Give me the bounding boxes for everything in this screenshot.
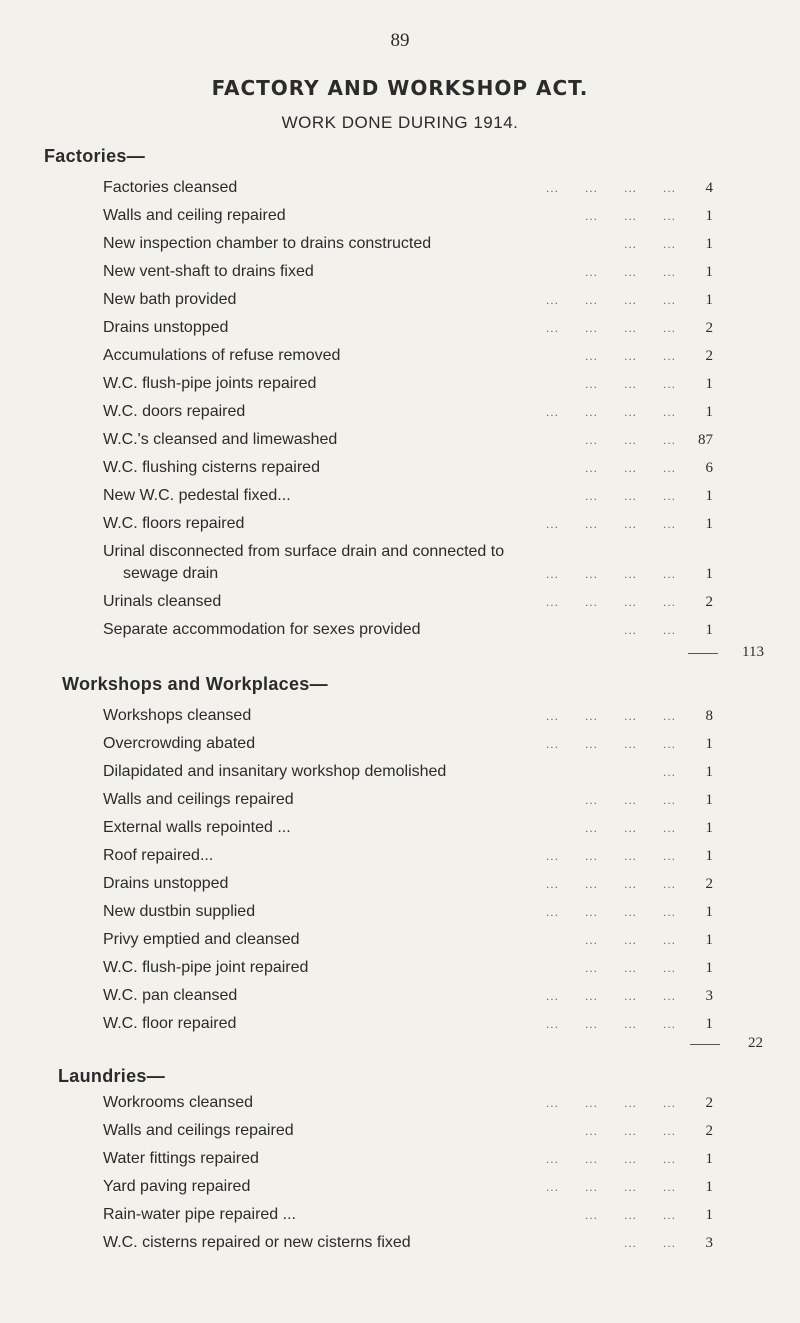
page-title: FACTORY AND WORKSHOP ACT. <box>211 76 589 100</box>
list-item: Dilapidated and insanitary workshop demolished ... 1 <box>103 763 713 780</box>
total-rule <box>690 1044 720 1045</box>
page-subtitle: WORK DONE DURING 1914. <box>281 113 519 132</box>
list-item: Drains unstopped ... ... ... ... 2 <box>103 319 713 336</box>
list-item: New bath provided ... ... ... ... 1 <box>103 291 713 308</box>
list-item: Factories cleansed ... ... ... ... 4 <box>103 179 713 196</box>
list-item: W.C. floors repaired ... ... ... ... 1 <box>103 515 713 532</box>
list-item: Walls and ceilings repaired ... ... ... 1 <box>103 791 713 808</box>
list-item: W.C. flush-pipe joint repaired ... ... ... 1 <box>103 959 713 976</box>
list-item: Privy emptied and cleansed ... ... ... 1 <box>103 931 713 948</box>
list-item: W.C. floor repaired ... ... ... ... 1 <box>103 1015 713 1032</box>
list-item: W.C. doors repaired ... ... ... ... 1 <box>103 403 713 420</box>
section-heading-laundries: Laundries— <box>58 1066 166 1086</box>
list-item: Separate accommodation for sexes provided ... ... 1 <box>103 621 713 638</box>
list-item: New W.C. pedestal fixed... ... ... ... 1 <box>103 487 713 504</box>
list-item: W.C. flush-pipe joints repaired ... ... ... 1 <box>103 375 713 392</box>
list-item: Water fittings repaired ... ... ... ... 1 <box>103 1150 713 1167</box>
list-item-multiline: Urinal disconnected from surface drain and connected to <box>103 543 505 560</box>
list-item: New dustbin supplied ... ... ... ... 1 <box>103 903 713 920</box>
total-rule <box>688 653 718 654</box>
list-item: Yard paving repaired ... ... ... ... 1 <box>103 1178 713 1195</box>
section-total-workshops: 22 <box>748 1035 763 1051</box>
list-item: W.C.'s cleansed and limewashed ... ... ... 87 <box>103 431 713 448</box>
list-item: W.C. pan cleansed ... ... ... ... 3 <box>103 987 713 1004</box>
section-heading-workshops: Workshops and Workplaces— <box>62 674 328 694</box>
list-item: Roof repaired... ... ... ... ... 1 <box>103 847 713 864</box>
section-heading-factories: Factories— <box>44 146 146 166</box>
list-item: Drains unstopped ... ... ... ... 2 <box>103 875 713 892</box>
list-item: External walls repointed ... ... ... ... 1 <box>103 819 713 836</box>
list-item: Walls and ceiling repaired ... ... ... 1 <box>103 207 713 224</box>
list-item: W.C. cisterns repaired or new cisterns fixed ... ... 3 <box>103 1234 713 1251</box>
page-number: 89 <box>390 30 410 51</box>
list-item: Walls and ceilings repaired ... ... ... 2 <box>103 1122 713 1139</box>
list-item: Workshops cleansed ... ... ... ... 8 <box>103 707 713 724</box>
list-item: W.C. flushing cisterns repaired ... ... ... 6 <box>103 459 713 476</box>
list-item: Workrooms cleansed ... ... ... ... 2 <box>103 1094 713 1111</box>
list-item: Rain-water pipe repaired ... ... ... ... 1 <box>103 1206 713 1223</box>
list-item: New vent-shaft to drains fixed ... ... ... 1 <box>103 263 713 280</box>
list-item-continuation: sewage drain ... ... ... ... 1 <box>123 565 713 582</box>
list-item: Accumulations of refuse removed ... ... ... 2 <box>103 347 713 364</box>
list-item: New inspection chamber to drains constructed ... ... 1 <box>103 235 713 252</box>
section-total-factories: 113 <box>742 644 764 660</box>
list-item: Overcrowding abated ... ... ... ... 1 <box>103 735 713 752</box>
list-item: Urinals cleansed ... ... ... ... 2 <box>103 593 713 610</box>
